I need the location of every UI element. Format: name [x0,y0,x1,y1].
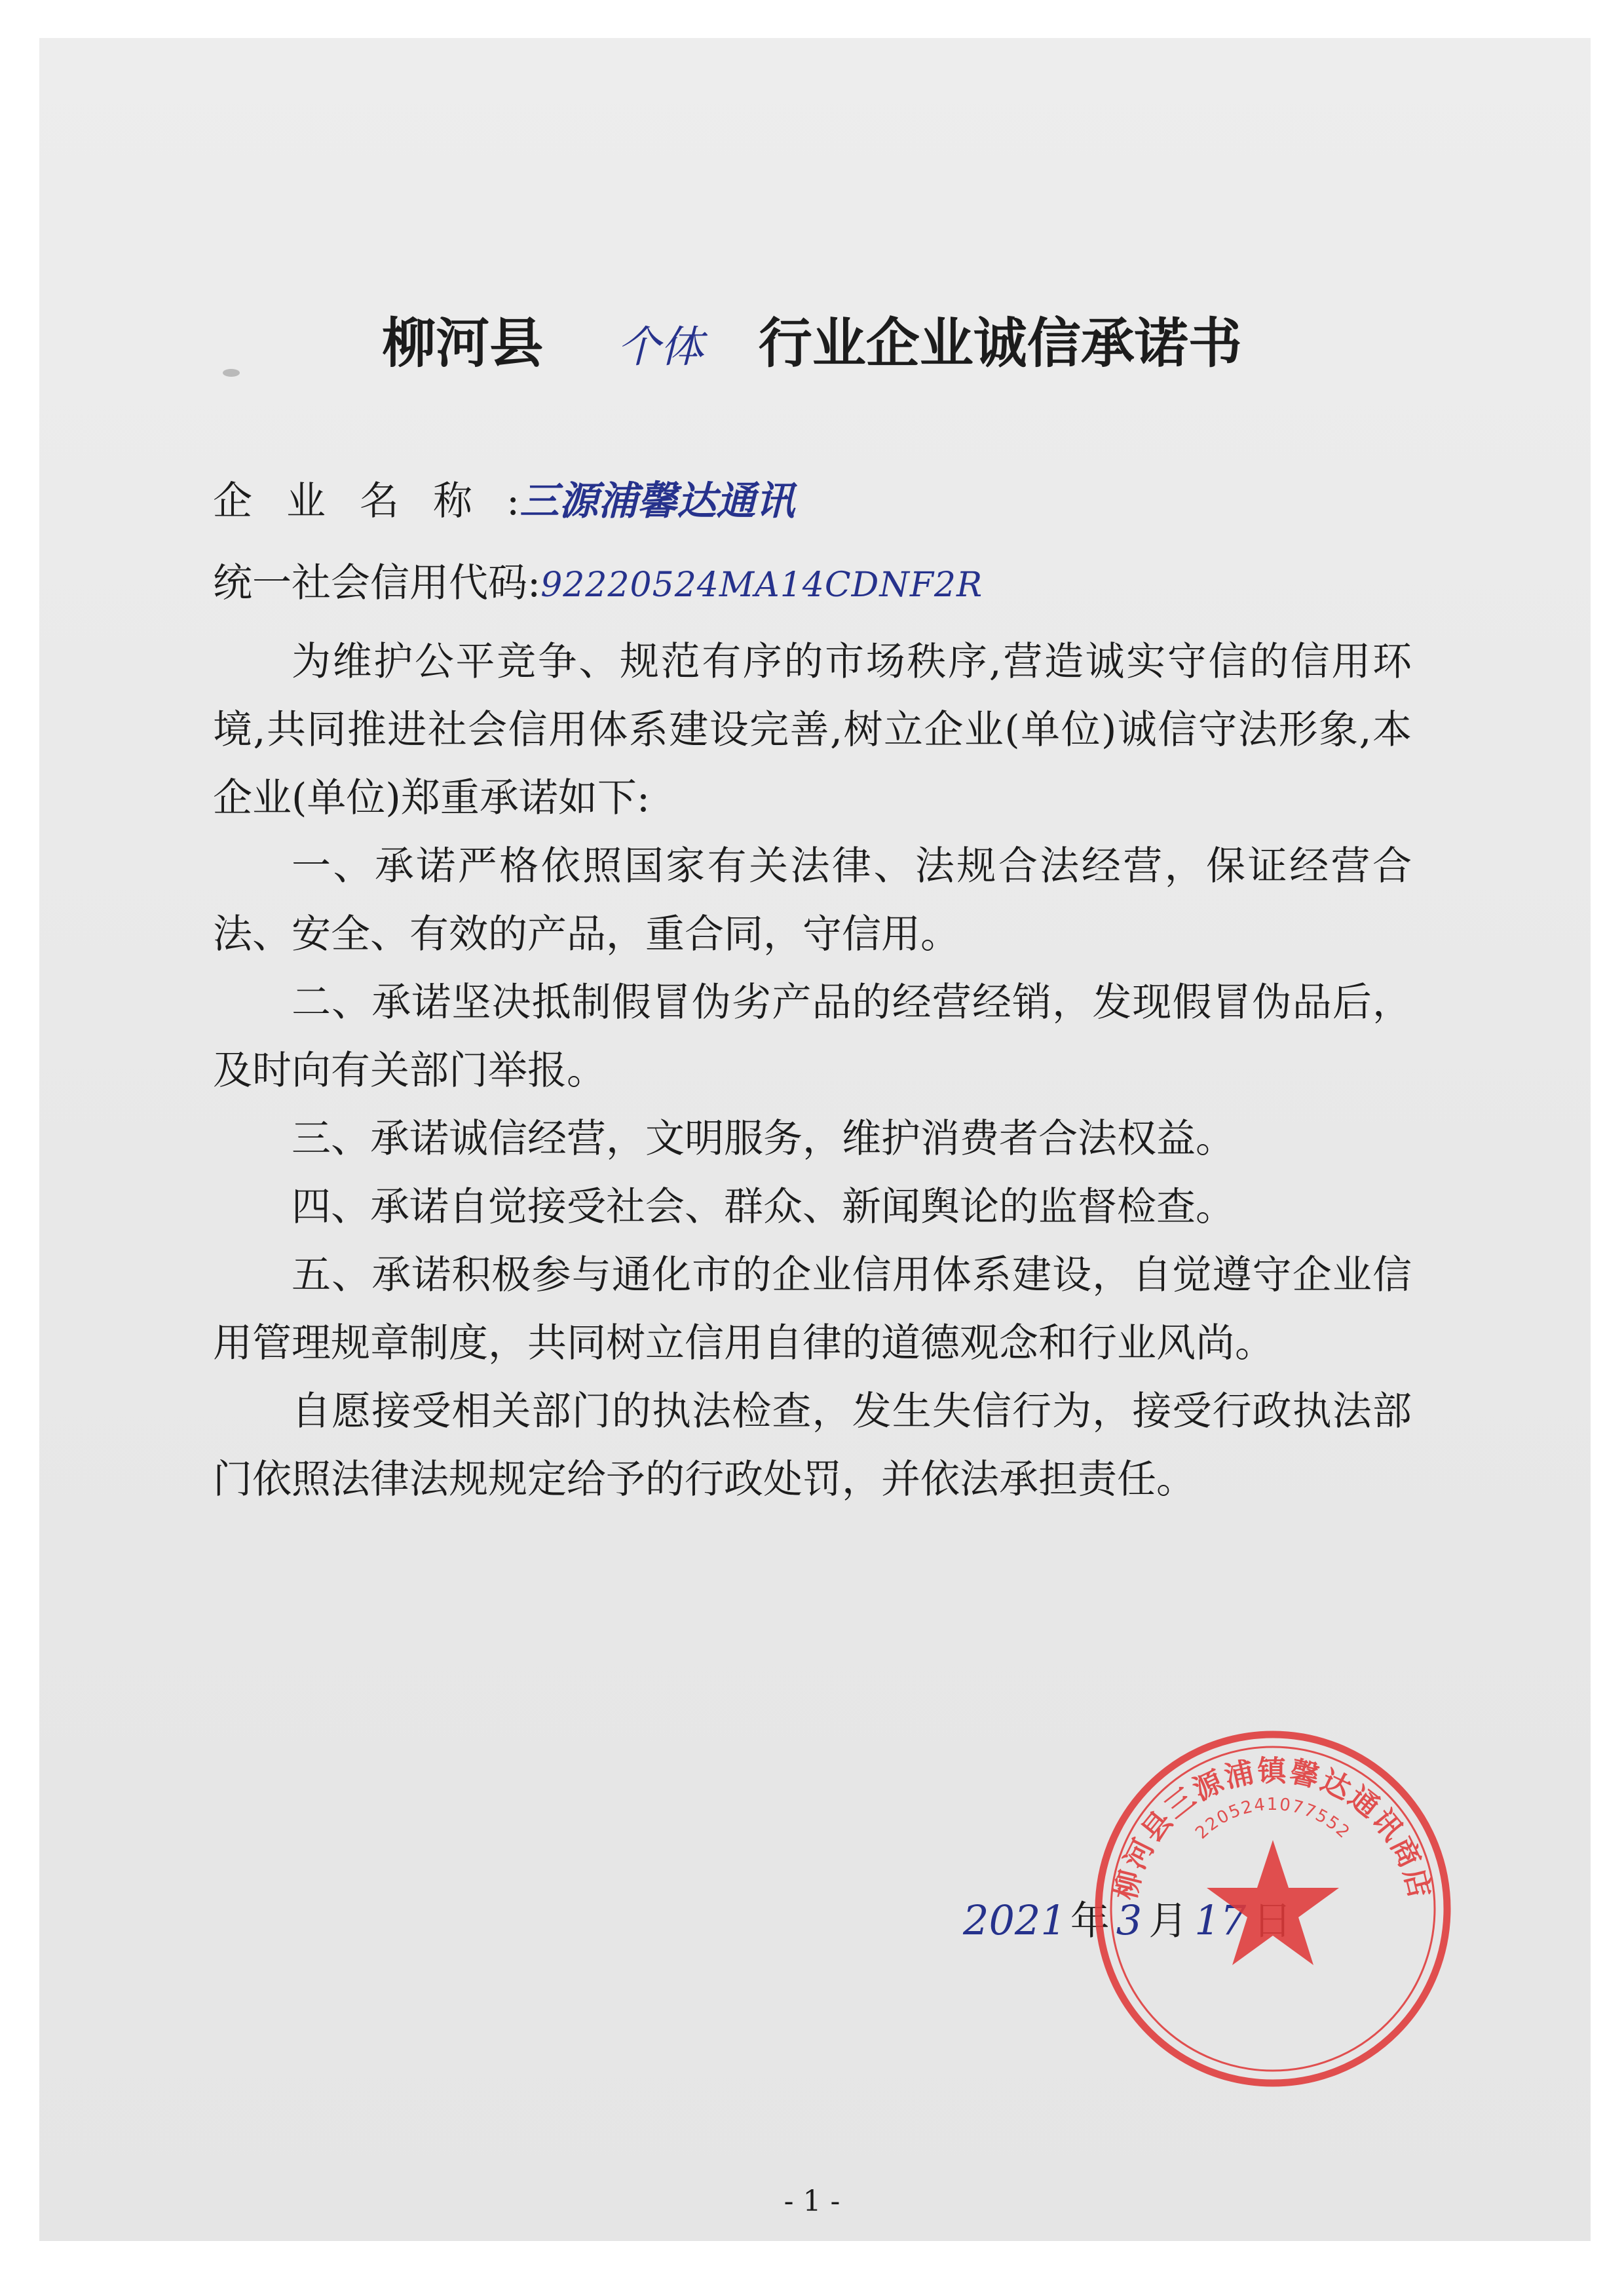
seal-star-icon [1207,1840,1339,1965]
date-year-unit: 年 [1070,1898,1110,1944]
credit-code-label: 统一社会信用代码 [213,560,527,606]
date-month-unit: 月 [1148,1898,1188,1944]
title-handwritten-industry: 个体 [616,322,704,372]
paragraph-intro: 为维护公平竞争、规范有序的市场秩序,营造诚实守信的信用环境,共同推进社会信用体系建设完善,树立企业(单位)诚信守法形象,本企业(单位)郑重承诺如下: [213,639,1412,821]
paragraph-item-5: 五、承诺积极参与通化市的企业信用体系建设，自觉遵守企业信用管理规章制度，共同树立信用自律的道德观念和行业风尚。 [213,1252,1412,1366]
paragraph-item-1: 一、承诺严格依照国家有关法律、法规合法经营，保证经营合法、安全、有效的产品，重合同，守信用。 [213,843,1412,957]
paragraph-item-3: 三、承诺诚信经营，文明服务，维护消费者合法权益。 [292,1116,1235,1162]
seal-number-text [1192,1795,1354,1843]
credit-code-field [213,557,983,611]
paragraph-closing: 自愿接受相关部门的执法检查，发生失信行为，接受行政执法部门依照法律法规规定给予的行政处罚，并依法承担责任。 [213,1388,1412,1503]
page-number: - 1 - [784,2185,840,2218]
credit-code-colon: : [527,560,541,606]
title-prefix: 柳河县 [382,313,544,375]
document-title [0,308,1624,383]
official-seal [1093,1729,1453,2089]
paragraph-item-4: 四、承诺自觉接受社会、群众、新闻舆论的监督检查。 [292,1184,1235,1230]
date-year: 2021 [963,1896,1067,1944]
company-name-label: 企业名称 [213,478,506,524]
seal-number-textpath: 2205241077552 [1192,1794,1354,1843]
commitment-body [213,628,1412,1514]
paragraph-item-2: 二、承诺坚决抵制假冒伪劣产品的经营经销，发现假冒伪品后，及时向有关部门举报。 [213,980,1412,1094]
company-name-value: 三源浦馨达通讯 [519,478,795,524]
title-suffix: 行业企业诚信承诺书 [758,313,1242,375]
company-name-colon: : [506,478,520,524]
company-name-field [213,475,795,527]
credit-code-value: 92220524MA14CDNF2R [540,565,983,605]
date-month: 3 [1116,1896,1142,1944]
date-day: 17 [1194,1896,1247,1944]
seal-name-textpath: 柳河县三源浦镇馨达通讯商店 [1108,1754,1437,1904]
